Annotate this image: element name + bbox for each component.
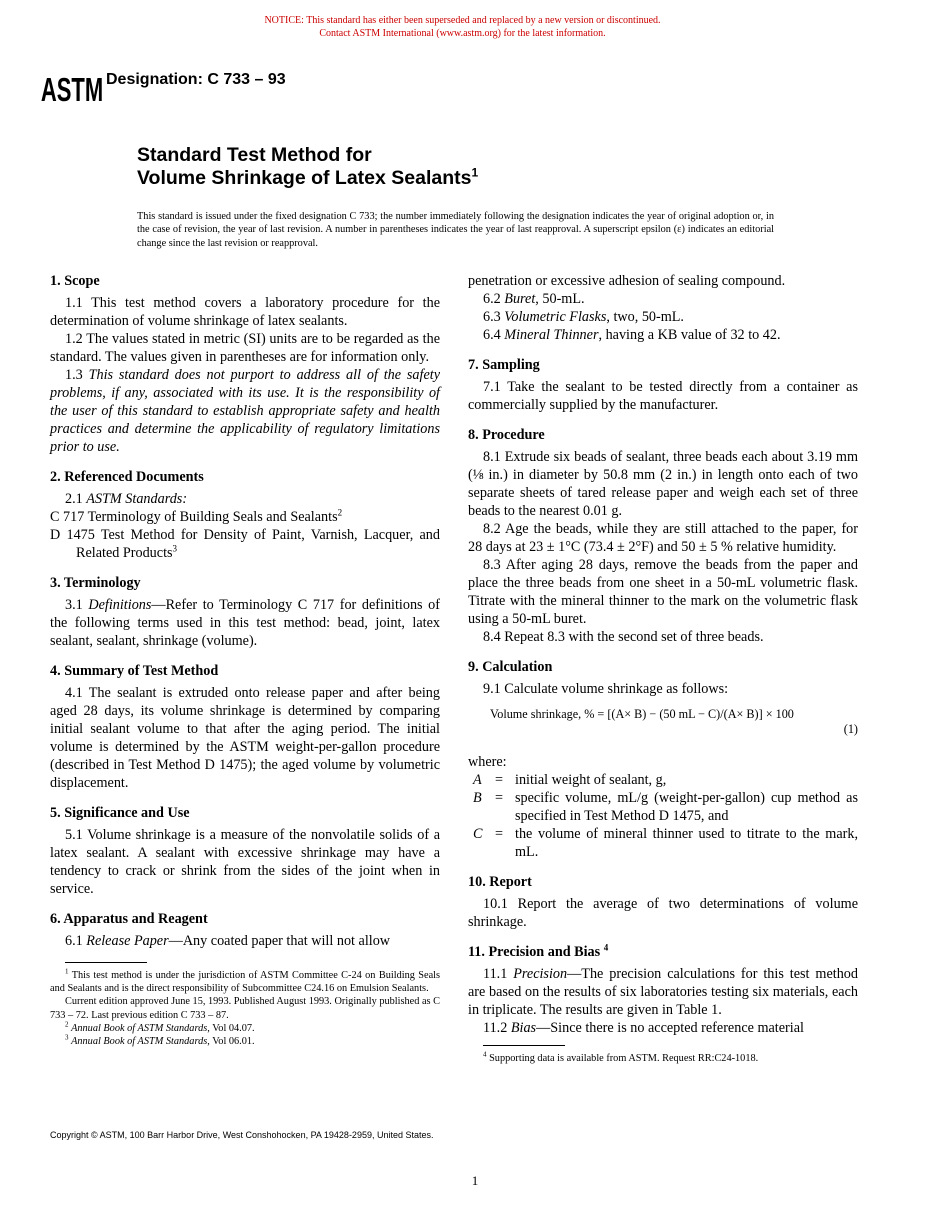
section-referenced-documents bbox=[50, 468, 440, 562]
section-heading: 3. Terminology bbox=[50, 575, 141, 591]
section-procedure bbox=[468, 426, 858, 646]
astm-logo bbox=[40, 65, 104, 109]
section-scope bbox=[50, 272, 440, 456]
section-significance bbox=[50, 804, 440, 898]
section-apparatus bbox=[50, 910, 440, 950]
paragraph: 3.1 Definitions—Refer to Terminology C 717 for definitions of the following terms used in this test method: bead, joint, latex sealant, sealant, shrinkage (volume). bbox=[50, 597, 440, 649]
paragraph: 6.3 Volumetric Flasks, two, 50-mL. bbox=[483, 309, 684, 325]
astm-logo-text: ASTM bbox=[40, 71, 104, 109]
variable-definition bbox=[468, 789, 858, 825]
paragraph: 1.1 This test method covers a laboratory procedure for the determination of volume shrinkage of latex sealants. bbox=[50, 295, 440, 329]
right-column bbox=[468, 272, 858, 1065]
paragraph: 1.2 The values stated in metric (SI) units are to be regarded as the standard. The values given in parentheses are for information only. bbox=[50, 331, 440, 365]
paragraph: 5.1 Volume shrinkage is a measure of the nonvolatile solids of a latex sealant. A sealant with excessive shrinkage may have a tendency to crack or shrink from the sides of the joint when in service. bbox=[50, 827, 440, 897]
where-label: where: bbox=[468, 754, 507, 770]
variable-description: initial weight of sealant, g, bbox=[515, 772, 667, 788]
section-heading: 8. Procedure bbox=[468, 427, 545, 443]
reference-item: C 717 Terminology of Building Seals and Sealants$^2$ bbox=[50, 507, 343, 525]
equals-sign: = bbox=[495, 826, 504, 842]
section-heading: 10. Report bbox=[468, 874, 532, 890]
section-calculation bbox=[468, 658, 858, 861]
document-title bbox=[137, 144, 478, 190]
page-number: 1 bbox=[471, 1173, 479, 1188]
section-heading: 6. Apparatus and Reagent bbox=[50, 911, 208, 927]
footnote-3: $^3$ Annual Book of ASTM Standards, Vol 06.01. bbox=[65, 1033, 255, 1048]
footnotes-left bbox=[50, 969, 440, 1048]
paragraph: 7.1 Take the sealant to be tested directly from a container as commercially supplied by the manufacturer. bbox=[468, 379, 858, 413]
paragraph: 6.2 Buret, 50-mL. bbox=[483, 291, 585, 307]
supersession-notice bbox=[0, 14, 925, 40]
variable-definition bbox=[468, 825, 858, 861]
issue-note: This standard is issued under the fixed designation C 733; the number immediately following the designation indicates the year of original adoption or, in the case of revision, the year of last revision. A number in parentheses indicates the year of last reapproval. A superscript epsilon (ε) indicates an editorial change since the last revision or reapproval. bbox=[137, 211, 774, 249]
variable-symbol: A bbox=[473, 772, 482, 788]
paragraph: 10.1 Report the average of two determinations of volume shrinkage. bbox=[468, 896, 858, 930]
paragraph: 4.1 The sealant is extruded onto release paper and after being aged 28 days, its volume shrinkage is determined by comparing initial sealant volume to that after the aging period. The initial volume is determined by the ASTM weight-per-gallon procedure (described in Test Method D 1475); the aged volume by volumetric displacement. bbox=[50, 685, 440, 791]
paragraph: 1.3 This standard does not purport to address all of the safety problems, if any, associated with its use. It is the responsibility of the user of this standard to establish appropriate safety and health practices and determine the applicability of regulatory limitations prior to use. bbox=[50, 367, 441, 455]
paragraph: 11.1 Precision—The precision calculations for this test method are based on the results of six laboratories testing six materials, each in triplicate. The results are given in Table 1. bbox=[468, 966, 858, 1018]
section-heading: 1. Scope bbox=[50, 273, 100, 289]
footnote-1: $^1$ This test method is under the jurisdiction of ASTM Committee C-24 on Building Seals and Sealants and is the direct responsibility of Subcommittee C24.16 on Emulsion Sealants. bbox=[50, 967, 441, 995]
section-summary bbox=[50, 662, 440, 792]
paragraph: 8.3 After aging 28 days, remove the beads from the paper and place the three beads from one sheet in a 50-mL volumetric flask. Titrate with the mineral thinner to the mark on the volumetric flask using a 50-mL buret. bbox=[468, 557, 858, 627]
footnote-rule bbox=[483, 1045, 565, 1046]
paragraph: 6.1 Release Paper—Any coated paper that will not allow bbox=[65, 933, 391, 949]
section-heading: 7. Sampling bbox=[468, 357, 540, 373]
section-precision-bias bbox=[468, 943, 858, 1037]
footnote-4: $^4$ Supporting data is available from ASTM. Request RR:C24-1018. bbox=[483, 1050, 759, 1064]
copyright: Copyright © ASTM, 100 Barr Harbor Drive, West Conshohocken, PA 19428-2959, United States. bbox=[50, 1130, 434, 1140]
variable-symbol: B bbox=[473, 790, 482, 806]
equals-sign: = bbox=[495, 790, 504, 806]
paragraph-continued: penetration or excessive adhesion of sealing compound. bbox=[468, 273, 786, 289]
title-line-1: Standard Test Method for bbox=[137, 144, 372, 166]
section-heading: 9. Calculation bbox=[468, 659, 553, 675]
section-report bbox=[468, 873, 858, 931]
title-line-2: Volume Shrinkage of Latex Sealants$^1$ bbox=[137, 165, 479, 189]
paragraph: 6.4 Mineral Thinner, having a KB value of 32 to 42. bbox=[483, 327, 781, 343]
variable-description: the volume of mineral thinner used to titrate to the mark, mL. bbox=[515, 826, 858, 860]
equation-text: Volume shrinkage, % = [(A× B) − (50 mL − C)/(A× B)] × 100 bbox=[490, 707, 794, 721]
designation: Designation: C 733 – 93 bbox=[106, 71, 286, 88]
equals-sign: = bbox=[495, 772, 504, 788]
equation-number: (1) bbox=[843, 722, 858, 736]
paragraph: 11.2 Bias—Since there is no accepted reference material bbox=[483, 1020, 804, 1036]
variable-description: specific volume, mL/g (weight-per-gallon) cup method as specified in Test Method D 1475, and bbox=[515, 790, 858, 824]
section-heading: 4. Summary of Test Method bbox=[50, 663, 219, 679]
section-sampling bbox=[468, 356, 858, 414]
notice-line-2: Contact ASTM International (www.astm.org) for the latest information. bbox=[319, 28, 606, 39]
reference-item: D 1475 Test Method for Density of Paint, Varnish, Lacquer, and Related Products$^3$ bbox=[50, 527, 440, 561]
variable-definition bbox=[468, 771, 858, 789]
footnote-rule bbox=[65, 962, 147, 963]
variable-definitions bbox=[468, 753, 858, 861]
notice-line-1: NOTICE: This standard has either been superseded and replaced by a new version or discontinued. bbox=[264, 15, 661, 26]
left-column bbox=[50, 272, 440, 1048]
footnote-2: $^2$ Annual Book of ASTM Standards, Vol 04.07. bbox=[65, 1020, 255, 1034]
paragraph: 9.1 Calculate volume shrinkage as follows: bbox=[483, 681, 729, 697]
section-terminology bbox=[50, 574, 440, 650]
footnotes-right bbox=[468, 1052, 858, 1065]
section-heading: 11. Precision and Bias $^4$ bbox=[468, 942, 609, 960]
paragraph: 8.1 Extrude six beads of sealant, three beads each about 3.19 mm (⅛ in.) in diameter by 50.8 mm (2 in.) in length onto each of two separate sheets of tared release paper and weigh each set of three beads to the nearest 0.01 g. bbox=[468, 449, 858, 519]
paragraph: 2.1 ASTM Standards: bbox=[65, 491, 188, 507]
paragraph: 8.4 Repeat 8.3 with the second set of three beads. bbox=[483, 629, 764, 645]
variable-symbol: C bbox=[473, 826, 483, 842]
paragraph: 8.2 Age the beads, while they are still attached to the paper, for 28 days at 23 ± 1°C (73.4 ± 2°F) and 50 ± 5 % relative humidity. bbox=[468, 521, 858, 555]
equation-1 bbox=[490, 707, 858, 737]
footnote-1b: Current edition approved June 15, 1993. Published August 1993. Originally published as C 733 – 72. Last previous edition C 733 – 87. bbox=[50, 996, 440, 1021]
section-heading: 2. Referenced Documents bbox=[50, 469, 204, 485]
section-heading: 5. Significance and Use bbox=[50, 805, 190, 821]
title-footnote-ref: 1 bbox=[471, 165, 479, 180]
